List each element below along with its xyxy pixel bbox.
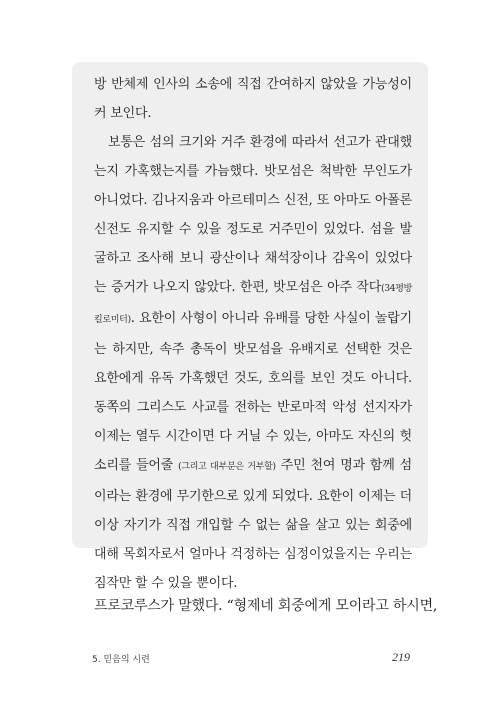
sidebar-paragraph-1: 방 반체제 인사의 소송에 직접 간여하지 않았을 가능성이 커 보인다.: [94, 77, 412, 121]
page-number: 219: [392, 650, 410, 664]
body-text: 프로코루스가 말했다. “형제네 회중에게 모이라고 하시면,: [94, 598, 438, 614]
parenthetical-note: (그리고 대부분은 거부할): [178, 462, 276, 472]
sidebar-paragraph-2-part-c: 주민 천여 명과 함께 섬이라는 환경에 무기한으로 있게 되었다. 요한이 이제는 더 이상 자기가 직접 개입할 수 없는 삶을 살고 있는 회중에 대해 목회자로서 얼마나 걱정하는 심정이었을지는 우리는 짐작만 할 수 있을 뿐이다.: [94, 458, 412, 591]
sidebar-paragraph-2-part-b: . 요한이 사형이 아니라 유배를 당한 사실이 놀랍기는 하지만, 속주 총독이 밧모섬을 유배지로 선택한 것은 요한에게 유독 가혹했던 것도, 호의를 보인 것도 아니다. 동쪽의 그리스도 사교를 전하는 반로마적 악성 선지자가 이제는 열두 시간이면 다 거닐 수 있는, 아마도 자신의 헛소리를 들어줄: [94, 311, 412, 473]
sidebar-text: [94, 70, 412, 598]
sidebar-paragraph-2-part-a: 보통은 섬의 크기와 거주 환경에 따라서 선고가 관대했는지 가혹했는지를 가늠했다. 밧모섬은 척박한 무인도가 아니었다. 김나지움과 아르테미스 신전, 또 아마도 아폴론 신전도 유지할 수 있을 정도로 거주민이 있었다. 섬을 발굴하고 조사해 보니 광산이나 채석장이나 감옥이 있었다는 증거가 나오지 않았다. 한편, 밧모섬은 아주 작다: [94, 135, 412, 295]
sidebar-paragraph-2: [94, 128, 412, 598]
area-note: (34평방킬로미터): [94, 284, 412, 325]
chapter-title: 5. 믿음의 시련: [92, 655, 150, 665]
